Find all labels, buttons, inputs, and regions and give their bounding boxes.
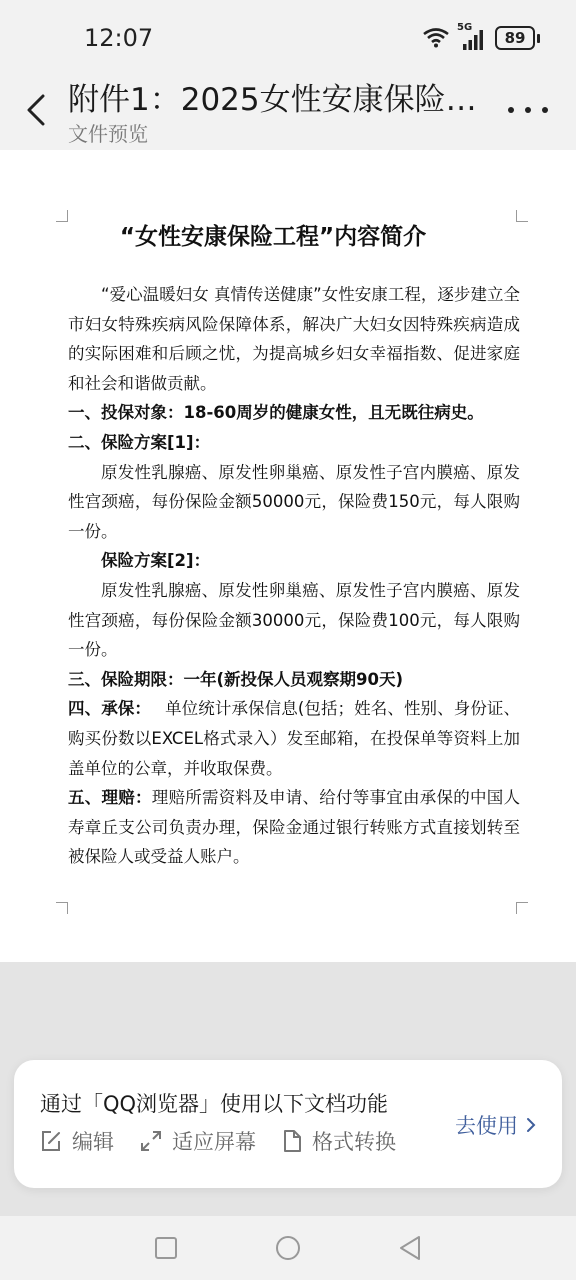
feature-edit-label: 编辑 bbox=[72, 1130, 114, 1154]
feature-fit-label: 适应屏幕 bbox=[172, 1130, 256, 1154]
feature-convert[interactable] bbox=[282, 1126, 396, 1156]
recents-button[interactable] bbox=[152, 1234, 180, 1262]
battery-tip bbox=[537, 34, 540, 43]
underwriting-text: 单位统计承保信息(包括；姓名、性别、身份证、购买份数以EXCEL格式录入）发至邮箱，在投保单等资料上加盖单位的公章，并收取保费。 bbox=[68, 699, 521, 778]
back-button[interactable] bbox=[16, 88, 56, 132]
feature-fit-screen[interactable] bbox=[140, 1126, 256, 1156]
status-bar bbox=[0, 0, 576, 72]
go-use-label: 去使用 bbox=[455, 1114, 518, 1138]
section-insured: 一、投保对象：18-60周岁的健康女性，且无既往病史。 bbox=[68, 403, 484, 423]
section-underwriting bbox=[68, 694, 520, 783]
document-title: “女性安康保险工程”内容简介 bbox=[119, 224, 427, 250]
intro-paragraph: “爱心温暖妇女 真情传送健康”女性安康工程，逐步建立全市妇女特殊疾病风险保障体系，解决广大妇女因特殊疾病造成的实际困难和后顾之忧，为提高城乡妇女幸福指数、促进家庭和社会和谐做贡献。 bbox=[68, 285, 520, 393]
claims-text: 理赔所需资料及申请、给付等事宜由承保的中国人寿章丘支公司负责办理，保险金通过银行转账方式直接划转至被保险人或受益人账户。 bbox=[68, 788, 520, 867]
document-preview[interactable] bbox=[0, 150, 576, 962]
section-period: 三、保险期限：一年(新投保人员观察期90天) bbox=[68, 669, 404, 689]
home-button[interactable] bbox=[274, 1234, 302, 1262]
cellular-signal bbox=[457, 22, 487, 51]
back-nav-button[interactable] bbox=[396, 1234, 424, 1262]
crop-mark bbox=[56, 902, 68, 914]
system-nav-bar bbox=[0, 1216, 576, 1280]
crop-mark bbox=[516, 902, 528, 914]
promo-text: 通过「QQ浏览器」使用以下文档功能 bbox=[40, 1092, 389, 1116]
more-icon bbox=[542, 107, 548, 113]
promo-features bbox=[40, 1126, 422, 1156]
document-body bbox=[68, 280, 520, 872]
signal-icon bbox=[457, 25, 487, 51]
file-convert-icon bbox=[282, 1130, 302, 1152]
more-icon bbox=[508, 107, 514, 113]
feature-convert-label: 格式转换 bbox=[312, 1130, 396, 1154]
plan2-text: 原发性乳腺癌、原发性卵巢癌、原发性子宫内膜癌、原发性宫颈癌，每份保险金额30000元，保险费100元，每人限购一份。 bbox=[68, 580, 520, 660]
qq-browser-promo-card[interactable] bbox=[14, 1060, 562, 1188]
plan1-text: 原发性乳腺癌、原发性卵巢癌、原发性子宫内膜癌、原发性宫颈癌，每份保险金额50000元，保险费150元，每人限购一份。 bbox=[68, 462, 520, 541]
go-use-button[interactable] bbox=[455, 1110, 536, 1140]
battery-level: 89 bbox=[495, 26, 535, 50]
wifi-icon bbox=[423, 28, 449, 48]
page-title: 附件1：2025女性安康保险… bbox=[68, 82, 477, 118]
feature-edit[interactable] bbox=[40, 1126, 114, 1156]
square-icon bbox=[154, 1236, 178, 1260]
status-icons bbox=[423, 24, 540, 52]
network-type: 5G bbox=[457, 22, 473, 33]
app-header bbox=[0, 72, 576, 150]
page-subtitle: 文件预览 bbox=[68, 122, 148, 146]
section-plan-label: 二、保险方案[1]： bbox=[68, 432, 211, 452]
underwriting-label: 四、承保： bbox=[68, 699, 151, 719]
more-icon bbox=[525, 107, 531, 113]
section-claims bbox=[68, 783, 520, 872]
chevron-right-icon bbox=[526, 1117, 536, 1133]
circle-icon bbox=[275, 1235, 301, 1261]
back-arrow-icon bbox=[26, 94, 46, 126]
battery-indicator bbox=[495, 26, 540, 50]
edit-icon bbox=[40, 1130, 62, 1152]
more-button[interactable] bbox=[508, 98, 548, 122]
plan2-label: 保险方案[2]： bbox=[101, 551, 211, 571]
claims-label: 五、理赔： bbox=[68, 788, 152, 808]
triangle-back-icon bbox=[398, 1235, 422, 1261]
status-time: 12:07 bbox=[84, 24, 154, 52]
fit-screen-icon bbox=[140, 1130, 162, 1152]
